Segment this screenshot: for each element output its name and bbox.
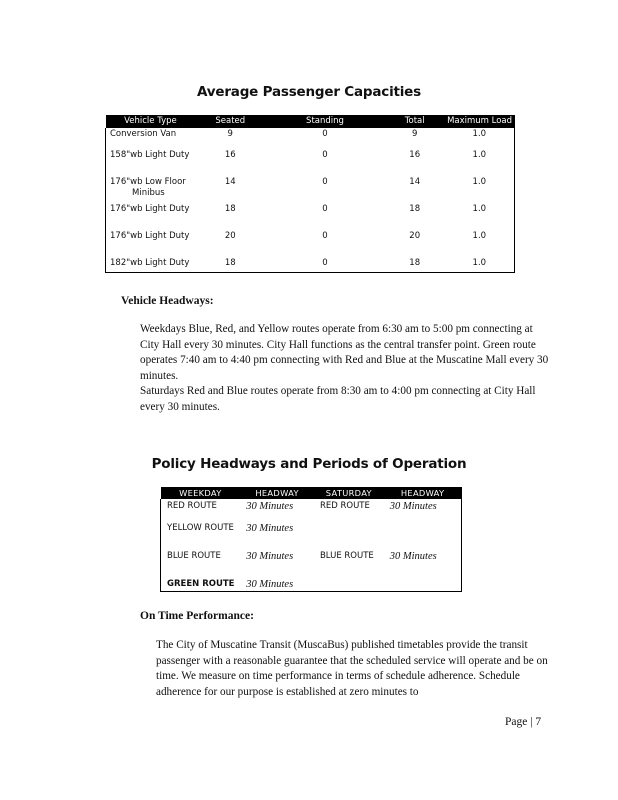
col-total: Total (385, 115, 445, 128)
table-row (106, 149, 515, 176)
cell-standing: 0 (322, 204, 328, 214)
cell-total: 9 (411, 129, 418, 139)
col-saturday: SATURDAY (314, 487, 384, 499)
cell-weekday-route: RED ROUTE (161, 499, 241, 521)
vehicle-headways-weekday-text: Weekdays Blue, Red, and Yellow routes operate from 6:30 am to 5:00 pm connecting at City Hall every 30 minutes. City Hall functions as the central transfer point. Green route operates 7:40 am to 4:40 pm connecting with Red and Blue at the Muscatine Mall every 30 minutes. (140, 323, 549, 382)
cell-vehicle-type (106, 203, 196, 230)
page-number: Page | 7 (505, 716, 542, 728)
cell-max-load: 1.0 (445, 176, 515, 203)
cell-saturday-route: BLUE ROUTE (319, 551, 374, 561)
vehicle-headways-heading: Vehicle Headways: (121, 295, 214, 307)
cell-seated: 14 (224, 177, 236, 187)
cell-max-load: 1.0 (445, 203, 515, 230)
policy-title: Policy Headways and Periods of Operation (151, 456, 467, 472)
cell-weekday-route: YELLOW ROUTE (161, 521, 241, 549)
cell-seated: 20 (224, 231, 236, 241)
cell-total: 14 (409, 177, 421, 187)
cell-vehicle-type (106, 128, 196, 149)
cell-seated: 18 (224, 204, 236, 214)
cell-weekday-headway: 30 Minutes (246, 523, 294, 534)
cell-max-load: 1.0 (445, 149, 515, 176)
cell-total: 18 (409, 204, 421, 214)
table-header-row (161, 487, 462, 499)
cell-saturday-route (314, 577, 384, 592)
col-saturday-headway: HEADWAY (384, 487, 462, 499)
table-header-row (106, 115, 515, 128)
vehicle-type-text: Conversion Van (110, 129, 177, 139)
cell-weekday-route: BLUE ROUTE (161, 549, 241, 577)
table-row (106, 230, 515, 257)
cell-standing: 0 (322, 129, 328, 139)
col-weekday: WEEKDAY (161, 487, 241, 499)
cell-weekday-route: GREEN ROUTE (161, 577, 241, 592)
col-seated: Seated (195, 115, 265, 128)
cell-seated: 16 (224, 150, 236, 160)
cell-vehicle-type (106, 176, 196, 203)
policy-table (160, 487, 462, 592)
cell-saturday-headway: 30 Minutes (384, 499, 462, 521)
table-row (161, 549, 462, 577)
cell-total: 16 (409, 150, 421, 160)
col-maximum-load: Maximum Load (445, 115, 515, 128)
on-time-performance-text: The City of Muscatine Transit (MuscaBus) published timetables provide the transit passenger with a reasonable guarantee that the scheduled service will operate and be on time. We measure on time performance in terms of schedule adherence. Schedule adherence for our purpose is established at zero minutes to (156, 639, 548, 698)
on-time-performance-heading: On Time Performance: (140, 610, 254, 622)
vehicle-type-line2: Minibus (132, 188, 165, 198)
vehicle-type-text: 176"wb Low Floor (110, 177, 186, 187)
cell-total: 18 (385, 257, 445, 273)
cell-weekday-headway: 30 Minutes (240, 577, 314, 592)
vehicle-type-text: 158"wb Light Duty (110, 150, 190, 160)
vehicle-type-text: 176"wb Light Duty (110, 204, 190, 214)
cell-standing: 0 (322, 231, 328, 241)
vehicle-headways-saturday-text: Saturdays Red and Blue routes operate from 8:30 am to 4:00 pm connecting at City Hall every 30 minutes. (140, 385, 536, 413)
cell-max-load: 1.0 (445, 257, 515, 273)
cell-vehicle-type (106, 257, 196, 273)
cell-total: 20 (409, 231, 421, 241)
vehicle-type-text: 182"wb Light Duty (110, 258, 190, 268)
cell-saturday-route: RED ROUTE (319, 501, 370, 511)
col-standing: Standing (265, 115, 385, 128)
cell-saturday-headway: 30 Minutes (384, 549, 462, 577)
col-vehicle-type: Vehicle Type (106, 115, 196, 128)
cell-vehicle-type (106, 230, 196, 257)
cell-seated: 9 (227, 129, 233, 139)
table-row (106, 203, 515, 230)
capacities-table (105, 115, 515, 273)
table-row (106, 128, 515, 149)
cell-saturday-route (314, 521, 384, 549)
cell-standing: 0 (322, 177, 328, 187)
capacities-title: Average Passenger Capacities (197, 84, 421, 100)
cell-max-load: 1.0 (445, 230, 515, 257)
table-row (161, 521, 462, 549)
table-row (161, 577, 462, 592)
cell-seated: 18 (195, 257, 265, 273)
cell-vehicle-type (106, 149, 196, 176)
cell-weekday-headway: 30 Minutes (246, 551, 294, 562)
cell-max-load: 1.0 (445, 128, 515, 149)
col-weekday-headway: HEADWAY (240, 487, 314, 499)
table-row (106, 257, 515, 273)
cell-saturday-headway (384, 521, 462, 549)
cell-weekday-headway: 30 Minutes (246, 501, 294, 512)
cell-standing: 0 (322, 150, 328, 160)
vehicle-type-text: 176"wb Light Duty (110, 231, 190, 241)
table-row (106, 176, 515, 203)
table-row (161, 499, 462, 521)
cell-standing: 0 (265, 257, 385, 273)
cell-saturday-headway (384, 577, 462, 592)
